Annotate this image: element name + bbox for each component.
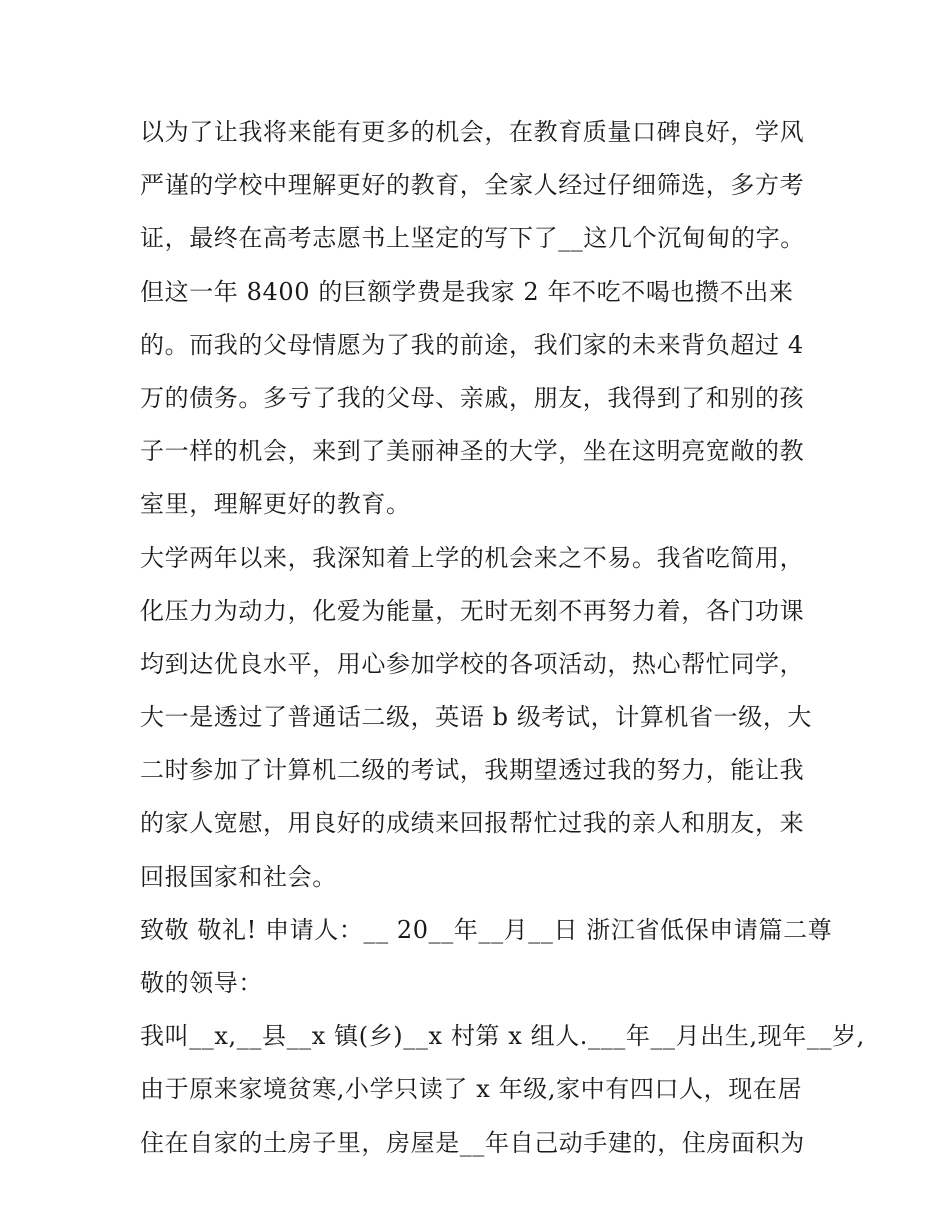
text-line: 室里，理解更好的教育。: [140, 490, 411, 519]
body-text: [140, 106, 865, 1170]
text-line: 的家人宽慰，用良好的成绩来回报帮忙过我的亲人和朋友，来: [140, 809, 805, 838]
text-line: 化压力为动力，化爱为能量，无时无刻不再努力着，各门功课: [140, 596, 805, 625]
text-line: 回报国家和社会。: [140, 862, 337, 891]
text-line: 的。而我的父母情愿为了我的前途，我们家的未来背负超过 4: [140, 330, 804, 359]
text-line: 敬的领导：: [140, 969, 263, 997]
text-line: 致敬 敬礼! 申请人：__ 20__年__月__日 浙江省低保申请篇二尊: [140, 915, 833, 944]
text-line: 严谨的学校中理解更好的教育，全家人经过仔细筛选，多方考: [140, 171, 805, 200]
text-line: 证，最终在高考志愿书上坚定的写下了__这几个沉甸甸的字。: [140, 224, 805, 253]
text-line: 万的债务。多亏了我的父母、亲戚，朋友，我得到了和别的孩: [140, 383, 805, 412]
text-line: 二时参加了计算机二级的考试，我期望透过我的努力，能让我: [140, 756, 805, 785]
text-line: 子一样的机会，来到了美丽神圣的大学，坐在这明亮宽敞的教: [140, 437, 805, 466]
text-line: 大一是透过了普通话二级，英语 b 级考试，计算机省一级，大: [140, 703, 813, 732]
text-line: 均到达优良水平，用心参加学校的各项活动，热心帮忙同学，: [140, 649, 805, 678]
text-line: 大学两年以来，我深知着上学的机会来之不易。我省吃简用，: [140, 543, 805, 572]
text-line: 我叫__x,__县__x 镇(乡)__x 村第 x 组人.___年__月出生,现年__岁,: [140, 1022, 865, 1051]
text-line: 由于原来家境贫寒,小学只读了 x 年级,家中有四口人，现在居: [140, 1075, 803, 1104]
text-line: 以为了让我将来能有更多的机会，在教育质量口碑良好，学风: [140, 118, 805, 146]
text-line: 住在自家的土房子里，房屋是__年自己动手建的，住房面积为: [140, 1128, 805, 1157]
text-line: 但这一年 8400 的巨额学费是我家 2 年不吃不喝也攒不出来: [140, 277, 794, 306]
